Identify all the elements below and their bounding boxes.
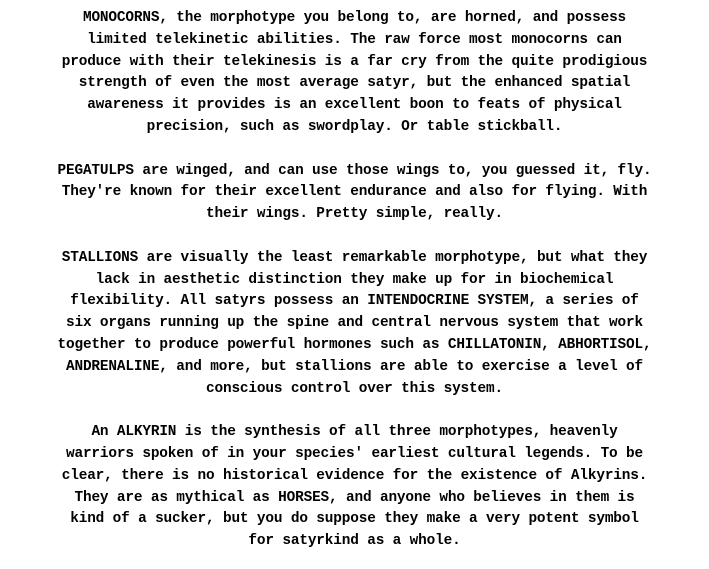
document-body: [10, 8, 699, 553]
text-line: They're known for their excellent endurance and also for flying. With: [61, 184, 648, 201]
paragraph-monocorns: [10, 8, 699, 139]
paragraph-stallions: [10, 248, 699, 401]
text-line: ANDRENALINE, and more, but stallions are able to exercise a level of: [65, 358, 644, 375]
text-line: limited telekinetic abilities. The raw force most monocorns can: [87, 31, 622, 48]
text-line: lack in aesthetic distinction they make up for in biochemical: [95, 271, 614, 288]
text-line: An ALKYRIN is the synthesis of all three morphotypes, heavenly: [91, 424, 618, 441]
text-line: kind of a sucker, but you do suppose they make a very potent symbol: [70, 511, 639, 528]
text-line: awareness it provides is an excellent boon to feats of physical: [87, 97, 622, 114]
text-line: together to produce powerful hormones such as CHILLATONIN, ABHORTISOL,: [57, 336, 652, 353]
text-line: conscious control over this system.: [205, 380, 503, 397]
text-line: STALLIONS are visually the least remarkable morphotype, but what they: [61, 249, 648, 266]
text-line: six organs running up the spine and central nervous system that work: [65, 315, 644, 332]
text-line: precision, such as swordplay. Or table stickball.: [146, 118, 563, 135]
text-line: strength of even the most average satyr, but the enhanced spatial: [78, 75, 631, 92]
text-line: They are as mythical as HORSES, and anyone who believes in them is: [74, 489, 635, 506]
text-line: warriors spoken of in your species' earliest cultural legends. To be: [65, 445, 644, 462]
text-line: clear, there is no historical evidence for the existence of Alkyrins.: [61, 467, 648, 484]
paragraph-pegatulps: [10, 161, 699, 226]
paragraph-alkyrin: [10, 422, 699, 553]
text-line: MONOCORNS, the morphotype you belong to, are horned, and possess: [82, 10, 627, 26]
text-line: for satyrkind as a whole.: [248, 533, 461, 550]
text-line: PEGATULPS are winged, and can use those wings to, you guessed it, fly.: [57, 162, 652, 179]
text-line: produce with their telekinesis is a far cry from the quite prodigious: [61, 53, 648, 70]
text-line: flexibility. All satyrs possess an INTENDOCRINE SYSTEM, a series of: [70, 293, 639, 310]
text-line: their wings. Pretty simple, really.: [205, 206, 503, 223]
